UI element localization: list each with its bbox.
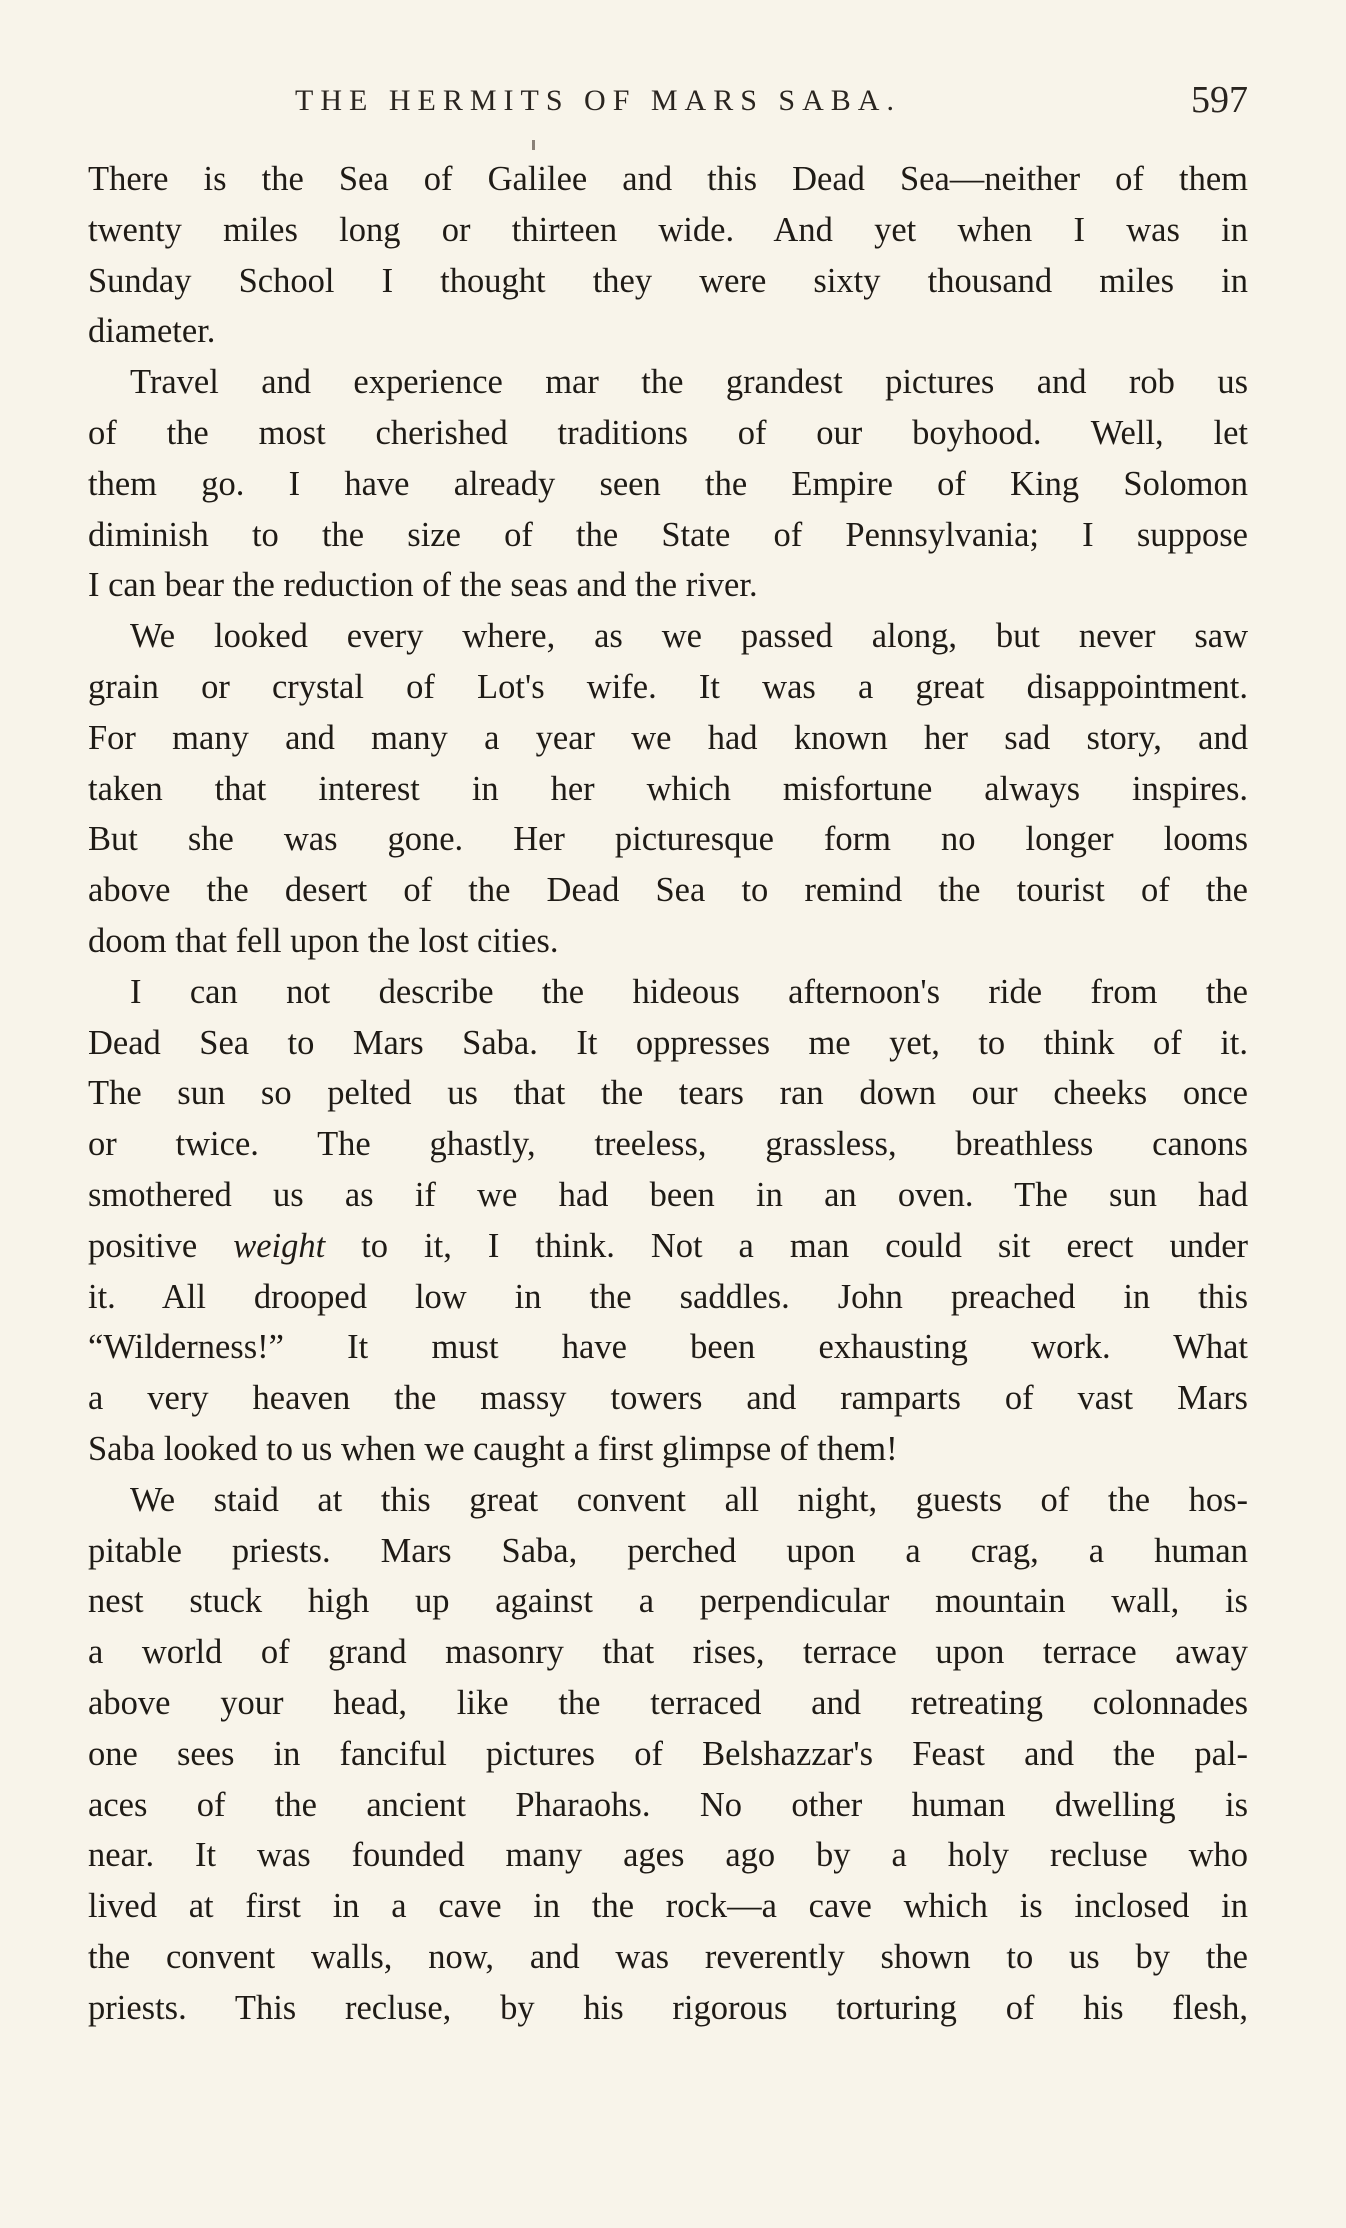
header-ink-mark (532, 140, 535, 150)
text-line: But she was gone. Her picturesque form no longer looms (88, 820, 1248, 859)
text-line: near. It was founded many ages ago by a holy recluse who (88, 1836, 1248, 1875)
text-line: smothered us as if we had been in an oven. The sun had (88, 1175, 1248, 1214)
text-line: Travel and experience mar the grandest pictures and rob us (130, 363, 1248, 402)
text-line-part: positive (88, 1226, 234, 1265)
text-line: a very heaven the massy towers and ramparts of vast Mars (88, 1379, 1248, 1418)
text-line: aces of the ancient Pharaohs. No other human dwelling is (88, 1785, 1248, 1824)
text-line: I can bear the reduction of the seas and the river. (88, 566, 758, 605)
text-line: diminish to the size of the State of Pennsylvania; I suppose (88, 515, 1248, 554)
text-line: Saba looked to us when we caught a first glimpse of them! (88, 1429, 898, 1468)
text-line: pitable priests. Mars Saba, perched upon a crag, a human (88, 1531, 1248, 1570)
text-line: them go. I have already seen the Empire of King Solomon (88, 464, 1248, 503)
page-header (88, 78, 1248, 138)
text-line: grain or crystal of Lot's wife. It was a great disappointment. (88, 667, 1248, 706)
text-line: twenty miles long or thirteen wide. And yet when I was in (88, 210, 1248, 249)
text-line: The sun so pelted us that the tears ran down our cheeks once (88, 1074, 1248, 1113)
text-line (88, 1221, 1248, 1272)
text-line: Sunday School I thought they were sixty thousand miles in (88, 261, 1248, 300)
text-line: priests. This recluse, by his rigorous torturing of his flesh, (88, 1988, 1248, 2027)
text-line: above the desert of the Dead Sea to remind the tourist of the (88, 871, 1248, 910)
body-text (88, 154, 1248, 2033)
text-line: lived at first in a cave in the rock—a cave which is inclosed in (88, 1887, 1248, 1926)
text-line-part: to it, I think. Not a man could sit erect under (325, 1226, 1248, 1265)
text-line: nest stuck high up against a perpendicular mountain wall, is (88, 1582, 1248, 1621)
text-line: of the most cherished traditions of our boyhood. Well, let (88, 413, 1248, 452)
text-line: Dead Sea to Mars Saba. It oppresses me yet, to think of it. (88, 1023, 1248, 1062)
running-title: THE HERMITS OF MARS SABA. (295, 84, 901, 117)
text-line: or twice. The ghastly, treeless, grassless, breathless canons (88, 1125, 1248, 1164)
text-line: above your head, like the terraced and retreating colonnades (88, 1683, 1248, 1722)
text-line: We staid at this great convent all night, guests of the hos- (130, 1480, 1248, 1519)
emphasized-word: weight (233, 1226, 326, 1265)
text-line: For many and many a year we had known her sad story, and (88, 718, 1248, 757)
text-line: taken that interest in her which misfortune always inspires. (88, 769, 1248, 808)
page-number: 597 (1191, 79, 1248, 121)
text-line: it. All drooped low in the saddles. John preached in this (88, 1277, 1248, 1316)
text-line: doom that fell upon the lost cities. (88, 921, 559, 960)
text-line: one sees in fanciful pictures of Belshazzar's Feast and the pal- (88, 1734, 1248, 1773)
text-line: There is the Sea of Galilee and this Dead Sea—neither of them (88, 160, 1248, 198)
text-line: I can not describe the hideous afternoon's ride from the (130, 972, 1248, 1011)
text-line: a world of grand masonry that rises, terrace upon terrace away (88, 1633, 1248, 1672)
text-line: diameter. (88, 312, 216, 351)
text-line: the convent walls, now, and was reverently shown to us by the (88, 1937, 1248, 1976)
text-line: We looked every where, as we passed along, but never saw (130, 617, 1248, 656)
text-line: “Wilderness!” It must have been exhausting work. What (88, 1328, 1248, 1367)
